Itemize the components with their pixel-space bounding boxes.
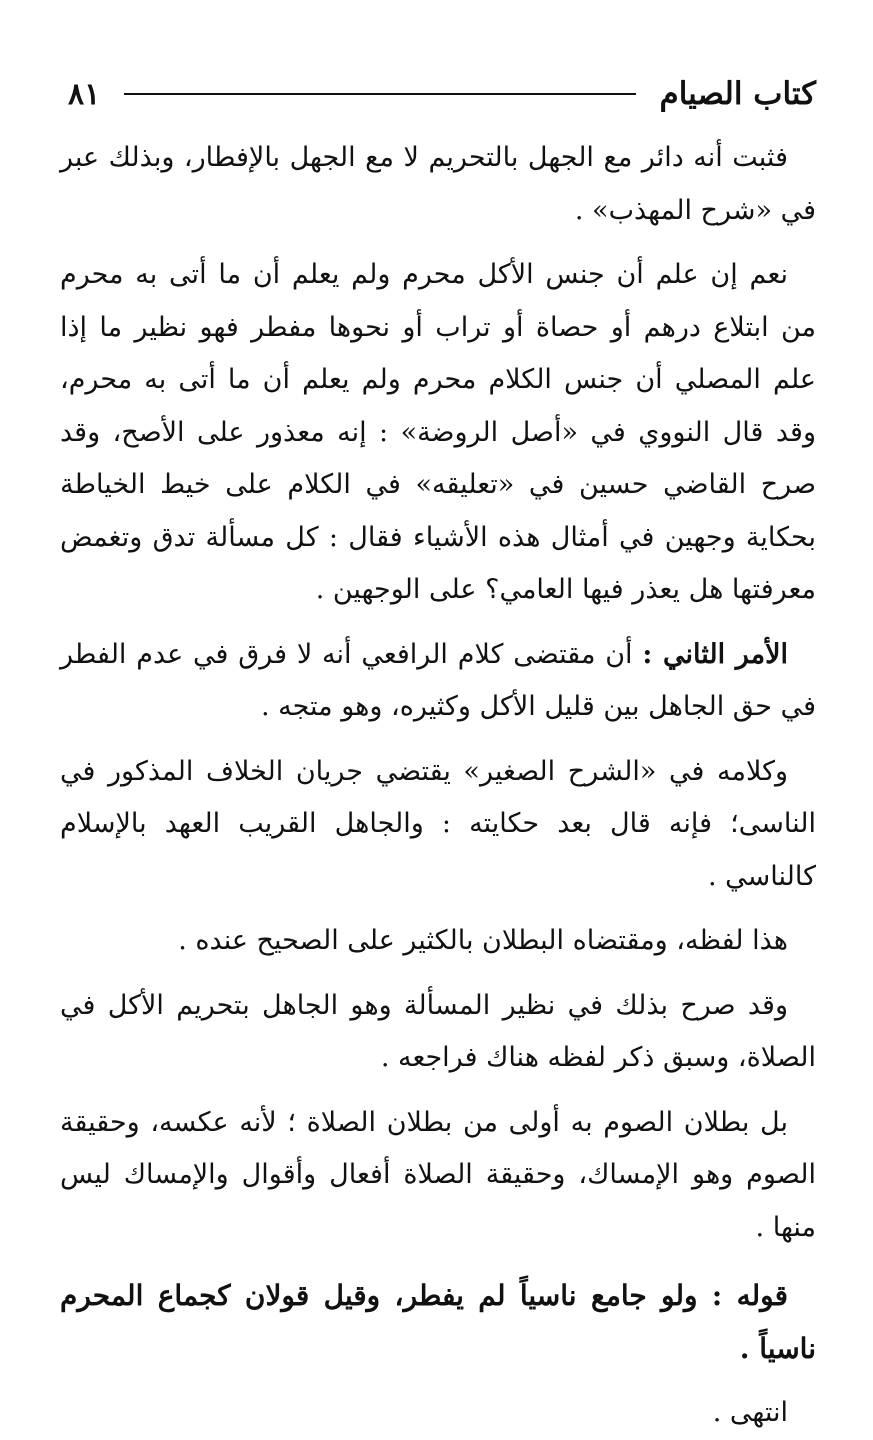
- page-body: [60, 132, 816, 1440]
- paragraph-2: نعم إن علم أن جنس الأكل محرم ولم يعلم أن ما أتى به محرم من ابتلاع درهم أو حصاة أو تراب أو نحوها مفطر فهو نظير ما إذا علم المصلي أن جنس الكلام محرم ولم يعلم أن ما أتى به محرم، وقد قال النووي في «أصل الروضة» : إنه معذور على الأصح، وقد صرح القاضي حسين في «تعليقه» في الكلام على خيط الخياطة بحكاية وجهين في أمثال هذه الأشياء فقال : كل مسألة تدق وتغمض معرفتها هل يعذر فيها العامي؟ على الوجهين .: [60, 259, 816, 605]
- paragraph-8: انتهى .: [712, 1397, 788, 1428]
- section-heading-term: الأمر الثاني :: [642, 638, 788, 670]
- paragraph-3: [60, 629, 816, 734]
- header-rule: [124, 93, 635, 95]
- paragraph-3-text: أن مقتضى كلام الرافعي أنه لا فرق في عدم الفطر في حق الجاهل بين قليل الأكل وكثيره، وهو متجه .: [60, 638, 816, 722]
- paragraph-4: وكلامه في «الشرح الصغير» يقتضي جريان الخلاف المذكور في الناسى؛ فإنه قال بعد حكايته : والجاهل القريب العهد بالإسلام كالناسي .: [60, 755, 816, 892]
- quoted-statement: قوله : ولو جامع ناسياً لم يفطر، وقيل قولان كجماع المحرم ناسياً .: [60, 1279, 816, 1365]
- paragraph-1: فثبت أنه دائر مع الجهل بالتحريم لا مع الجهل بالإفطار، وبذلك عبر في «شرح المهذب» .: [60, 142, 816, 226]
- running-title: كتاب الصيام: [659, 76, 816, 112]
- page-number: ٨١: [68, 76, 101, 112]
- paragraph-5: هذا لفظه، ومقتضاه البطلان بالكثير على الصحيح عنده .: [178, 925, 788, 956]
- paragraph-6: وقد صرح بذلك في نظير المسألة وهو الجاهل بتحريم الأكل في الصلاة، وسبق ذكر لفظه هناك فراجعه .: [60, 989, 816, 1073]
- paragraph-7: بل بطلان الصوم به أولى من بطلان الصلاة ؛ لأنه عكسه، وحقيقة الصوم وهو الإمساك، وحقيقة الصلاة أفعال وأقوال والإمساك ليس منها .: [60, 1106, 816, 1243]
- page-header: [60, 74, 816, 114]
